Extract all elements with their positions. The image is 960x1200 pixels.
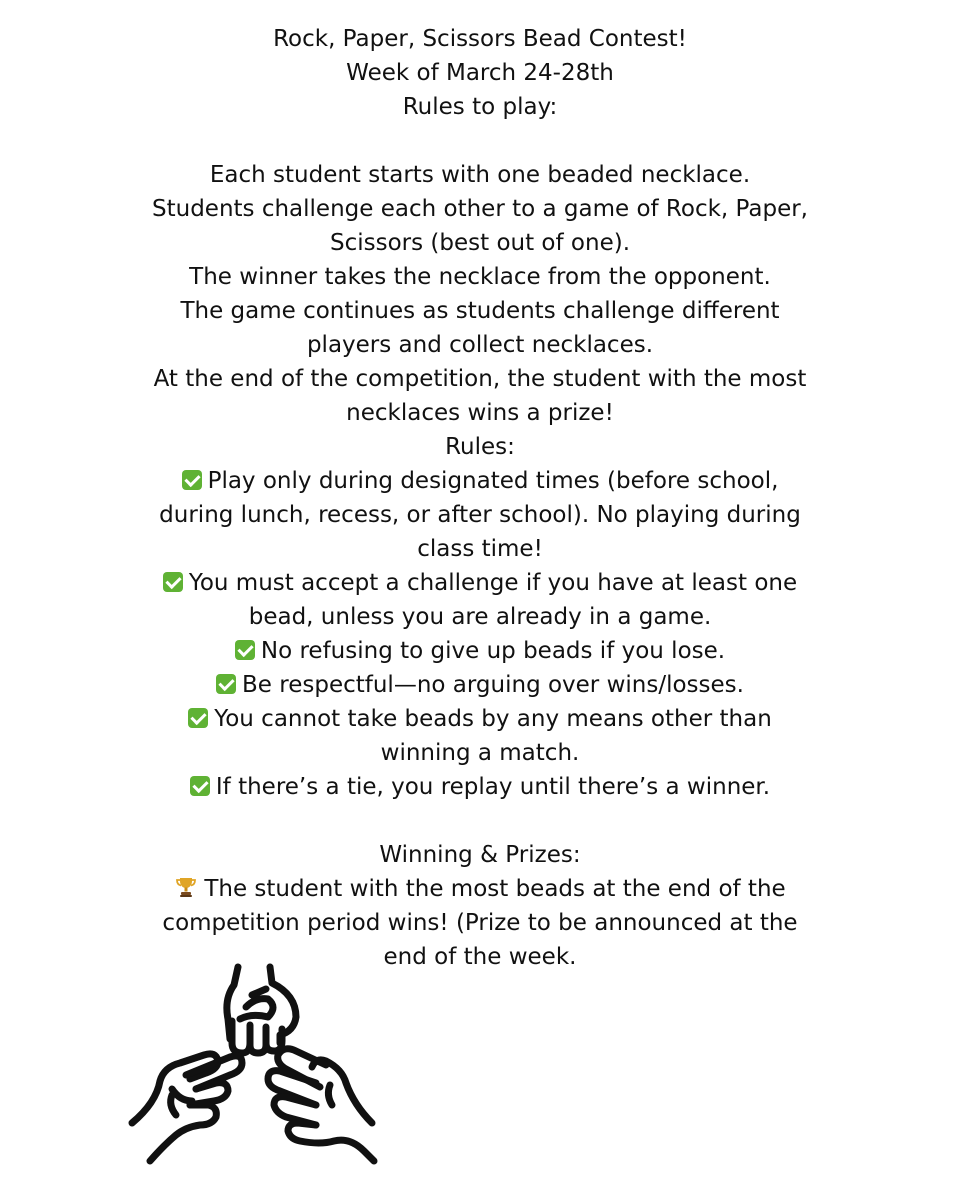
spacer — [80, 124, 880, 158]
rules-heading: Rules: — [445, 434, 515, 460]
play-step: The winner takes the necklace from the opponent. — [189, 264, 771, 290]
check-mark-icon — [235, 640, 255, 660]
winning-heading: Winning & Prizes: — [379, 842, 581, 868]
rule-text: You must accept a challenge if you have at least one bead, unless you are already in a game. — [188, 570, 798, 630]
rule-text: Play only during designated times (before school, during lunch, recess, or after school). No playing during class time! — [159, 468, 801, 562]
play-step: Students challenge each other to a game of Rock, Paper, Scissors (best out of one). — [152, 196, 808, 256]
trophy-icon — [174, 875, 198, 899]
rule-item — [80, 464, 880, 566]
check-mark-icon — [188, 708, 208, 728]
rule-item — [80, 702, 880, 770]
rules-intro: Rules to play: — [402, 94, 558, 120]
rule-item — [80, 668, 880, 702]
rule-item — [80, 566, 880, 634]
rule-text: No refusing to give up beads if you lose. — [260, 638, 726, 664]
rule-text: You cannot take beads by any means other than winning a match. — [214, 706, 772, 766]
winning-text: The student with the most beads at the end of the competition period wins! (Prize to be announced at the end of the week. — [162, 876, 798, 970]
play-step: The game continues as students challenge different players and collect necklaces. — [180, 298, 780, 358]
check-mark-icon — [163, 572, 183, 592]
check-mark-icon — [216, 674, 236, 694]
check-mark-icon — [190, 776, 210, 796]
rule-item — [80, 634, 880, 668]
rule-item — [80, 770, 880, 804]
flyer-document — [80, 22, 880, 974]
paper-hand-outline — [312, 1060, 372, 1123]
contest-week: Week of March 24-28th — [346, 60, 614, 86]
rule-text: Be respectful—no arguing over wins/losses. — [242, 672, 744, 698]
rock-paper-scissors-hands-icon — [120, 955, 390, 1170]
rule-text: If there’s a tie, you replay until there’s a winner. — [215, 774, 771, 800]
play-step: At the end of the competition, the student with the most necklaces wins a prize! — [153, 366, 807, 426]
flyer-title: Rock, Paper, Scissors Bead Contest! — [273, 26, 687, 52]
play-step: Each student starts with one beaded necklace. — [209, 162, 751, 188]
check-mark-icon — [182, 470, 202, 490]
spacer — [80, 804, 880, 838]
